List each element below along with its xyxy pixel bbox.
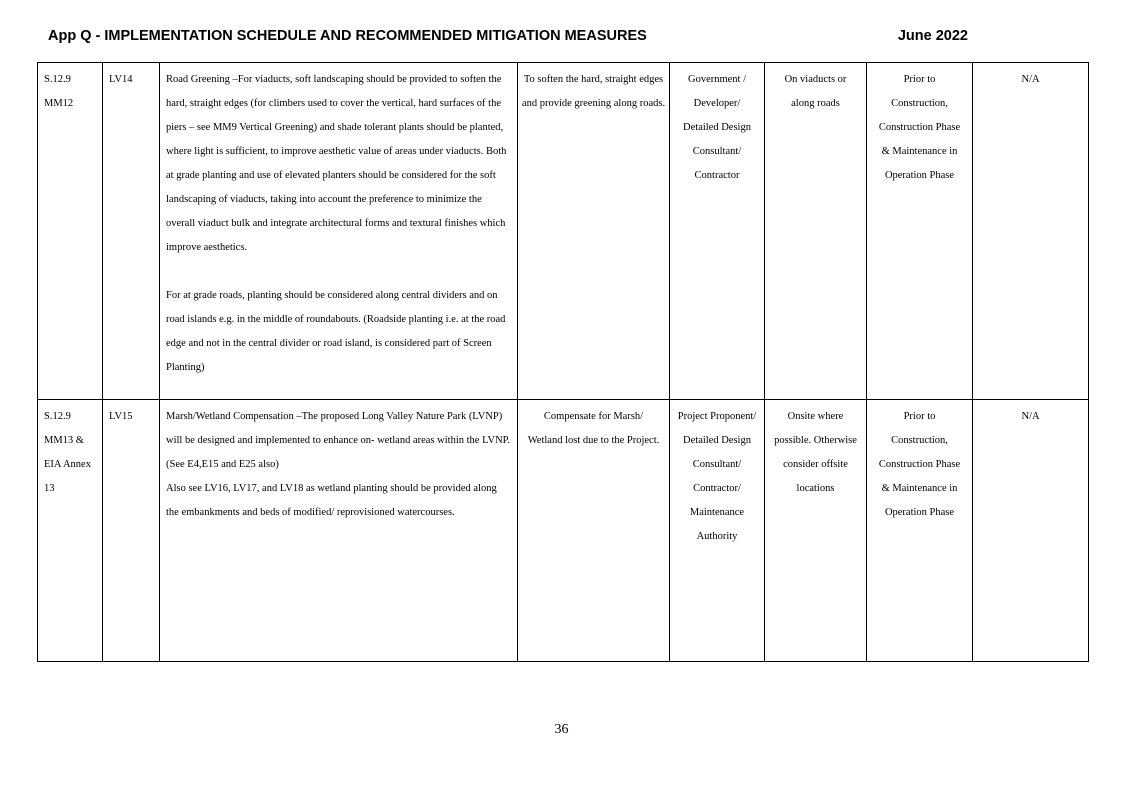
table-row xyxy=(38,63,1089,400)
timing-cell: Prior to Construction, Construction Phase & Maintenance in Operation Phase xyxy=(867,400,973,662)
implementation-agent-cell: Project Proponent/ Detailed Design Consultant/ Contractor/ Maintenance Authority xyxy=(670,400,765,662)
mitigation-measure-cell xyxy=(160,63,518,400)
measure-paragraph: Road Greening –For viaducts, soft landscaping should be provided to soften the hard, straight edges (for climbers used to cover the vertical, hard surfaces of the piers – see MM9 Vertical Greening) and shade tolerant plants should be planted, where light is sufficient, to improve aesthetic value of areas under viaducts. Both at grade planting and use of elevated planters should be considered for the soft landscaping of viaducts, taking into account the preference to minimize the overall viaduct bulk and integrate architectural forms and textural finishes which improve aesthetics. xyxy=(166,74,507,253)
page-header xyxy=(48,28,1028,48)
document-date: June 2022 xyxy=(897,28,968,44)
implementation-schedule-table xyxy=(37,62,1089,662)
measure-id-cell: LV14 xyxy=(103,63,160,400)
measure-id-cell: LV15 xyxy=(103,400,160,662)
eia-reference-cell: S.12.9 MM12 xyxy=(38,63,103,400)
page-number: 36 xyxy=(554,722,569,737)
document-title: App Q - IMPLEMENTATION SCHEDULE AND RECOMMENDED MITIGATION MEASURES xyxy=(48,28,647,44)
mitigation-measure-cell: Marsh/Wetland Compensation –The proposed Long Valley Nature Park (LVNP) will be designed and implemented to enhance on- wetland areas within the LVNP. (See E4,E15 and E25 also) Also see LV16, LV17, and LV18 as wetland planting should be provided along the embankments and beds of modified/ reprovisioned watercourses. xyxy=(160,400,518,662)
implementation-agent-cell: Government / Developer/ Detailed Design Consultant/ Contractor xyxy=(670,63,765,400)
objective-cell: Compensate for Marsh/ Wetland lost due to the Project. xyxy=(518,400,670,662)
eia-reference-cell: S.12.9 MM13 & EIA Annex 13 xyxy=(38,400,103,662)
table-row xyxy=(38,400,1089,662)
objective-cell: To soften the hard, straight edges and provide greening along roads. xyxy=(518,63,670,400)
status-cell: N/A xyxy=(973,400,1089,662)
timing-cell: Prior to Construction, Construction Phase & Maintenance in Operation Phase xyxy=(867,63,973,400)
location-cell: On viaducts or along roads xyxy=(765,63,867,400)
measure-paragraph: For at grade roads, planting should be considered along central dividers and on road islands e.g. in the middle of roundabouts. (Roadside planting i.e. at the road edge and not in the central divider or road island, is considered part of Screen Planting) xyxy=(166,290,506,373)
location-cell: Onsite where possible. Otherwise consider offsite locations xyxy=(765,400,867,662)
status-cell: N/A xyxy=(973,63,1089,400)
